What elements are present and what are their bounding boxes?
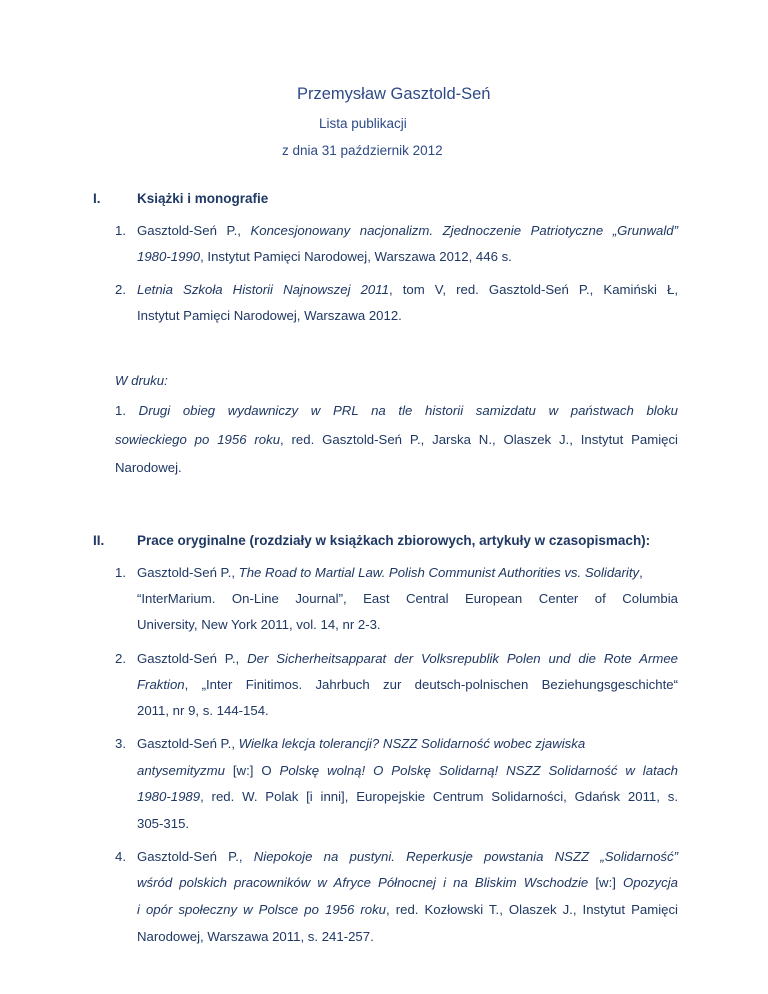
s2-item-4-title-1: Niepokoje na pustyni. Reperkusje powstania NSZZ „Solidarność”	[253, 849, 678, 864]
section-2-numeral: II.	[93, 533, 105, 548]
s1-item-1-rest: , Instytut Pamięci Narodowej, Warszawa 2012, 446 s.	[200, 249, 512, 264]
in-press-label	[115, 374, 168, 387]
s2-item-2-title-1: Der Sicherheitsapparat der Volksrepublik Polen und die Rote Armee	[247, 651, 678, 666]
s2-item-4-rest: , red. Kozłowski T., Olaszek J., Instytut Pamięci	[386, 902, 678, 917]
s2-item-3-line-2	[137, 764, 678, 777]
s1-item-2-line-1	[137, 283, 678, 296]
s2-item-3-line-4: 305-315.	[137, 816, 190, 831]
s2-item-2-author: Gasztold-Seń P.,	[137, 651, 248, 666]
press-item-1-title-2: sowieckiego po 1956 roku	[115, 432, 281, 447]
s2-item-4-line-2	[137, 876, 678, 889]
press-item-1-line-3: Narodowej.	[115, 460, 182, 475]
s2-item-1-author: Gasztold-Seń P.,	[137, 565, 239, 580]
press-item-1-line-2	[115, 433, 678, 446]
s2-item-4-book-1: Opozycja	[623, 875, 679, 890]
s2-item-2-line-3: 2011, nr 9, s. 144-154.	[137, 703, 269, 718]
in-press-label-text: W druku:	[115, 373, 168, 388]
s1-item-2-rest: , tom V, red. Gasztold-Seń P., Kamiński Ł,	[388, 282, 678, 297]
s2-item-3-book-1: Polskę wolną! O Polskę Solidarną! NSZZ Solidarność w latach	[279, 763, 679, 778]
list-title: Lista publikacji	[319, 116, 407, 131]
s2-item-3-mid: [w:] O	[224, 763, 280, 778]
section-1-heading: Książki i monografie	[137, 191, 269, 206]
press-item-1-title-1: Drugi obieg wydawniczy w PRL na tle historii samizdatu w państwach bloku	[138, 403, 678, 418]
s2-item-4-line-3	[137, 903, 678, 916]
s1-item-2-line-2: Instytut Pamięci Narodowej, Warszawa 2012.	[137, 308, 402, 323]
s2-item-3-author: Gasztold-Seń P.,	[137, 736, 239, 751]
s2-item-3-number: 3.	[115, 736, 126, 751]
s2-item-4-mid: [w:]	[588, 875, 624, 890]
s2-item-3-book-2: 1980-1989	[137, 789, 201, 804]
s2-item-2-line-2	[137, 678, 678, 691]
s2-item-3-line-3	[137, 790, 678, 803]
s2-item-2-line-1	[137, 652, 678, 665]
s2-item-1-comma: ,	[639, 565, 643, 580]
s1-item-1-line-1	[137, 224, 678, 237]
s2-item-1-number: 1.	[115, 565, 126, 580]
s2-item-2-rest: , „Inter Finitimos. Jahrbuch zur deutsch-polnischen Beziehungsgeschichte“	[184, 677, 678, 692]
s2-item-4-line-4: Narodowej, Warszawa 2011, s. 241-257.	[137, 929, 374, 944]
s1-item-2-title: Letnia Szkoła Historii Najnowszej 2011	[137, 282, 389, 297]
s1-item-1-title-1: Koncesjonowany nacjonalizm. Zjednoczenie Patriotyczne „Grunwald”	[250, 223, 678, 238]
s2-item-4-author: Gasztold-Seń P.,	[137, 849, 254, 864]
s1-item-2-number: 2.	[115, 282, 126, 297]
s1-item-1-line-2	[137, 250, 512, 263]
press-item-1-line-1	[115, 404, 678, 417]
section-2-heading: Prace oryginalne (rozdziały w książkach zbiorowych, artykuły w czasopismach):	[137, 533, 651, 548]
s2-item-4-title-2: wśród polskich pracowników w Afryce Północnej i na Bliskim Wschodzie	[137, 875, 589, 890]
s2-item-3-rest: , red. W. Polak [i inni], Europejskie Centrum Solidarności, Gdańsk 2011, s.	[200, 789, 678, 804]
s2-item-1-title: The Road to Martial Law. Polish Communist Authorities vs. Solidarity	[238, 565, 640, 580]
s2-item-3-line-1	[137, 737, 585, 750]
section-1-numeral: I.	[93, 191, 101, 206]
s2-item-1-line-2: “InterMarium. On-Line Journal”, East Central European Center of Columbia	[137, 591, 678, 606]
s2-item-3-title-2: antysemityzmu	[137, 763, 225, 778]
s1-item-1-author: Gasztold-Seń P.,	[137, 223, 251, 238]
s2-item-4-line-1	[137, 850, 678, 863]
press-item-1-rest: , red. Gasztold-Seń P., Jarska N., Olaszek J., Instytut Pamięci	[280, 432, 678, 447]
s2-item-4-book-2: i opór społeczny w Polsce po 1956 roku	[137, 902, 387, 917]
press-item-1-number: 1.	[115, 403, 126, 418]
s2-item-4-number: 4.	[115, 849, 126, 864]
s2-item-1-line-1	[137, 566, 643, 579]
s2-item-2-title-2: Fraktion	[137, 677, 185, 692]
s2-item-2-number: 2.	[115, 651, 126, 666]
s1-item-1-number: 1.	[115, 223, 126, 238]
date-line: z dnia 31 październik 2012	[282, 143, 443, 158]
author-name: Przemysław Gasztold-Seń	[297, 85, 491, 103]
s2-item-1-line-3: University, New York 2011, vol. 14, nr 2-3.	[137, 617, 381, 632]
s2-item-3-title-1: Wielka lekcja tolerancji? NSZZ Solidarność wobec zjawiska	[238, 736, 586, 751]
s1-item-1-title-2: 1980-1990	[137, 249, 201, 264]
